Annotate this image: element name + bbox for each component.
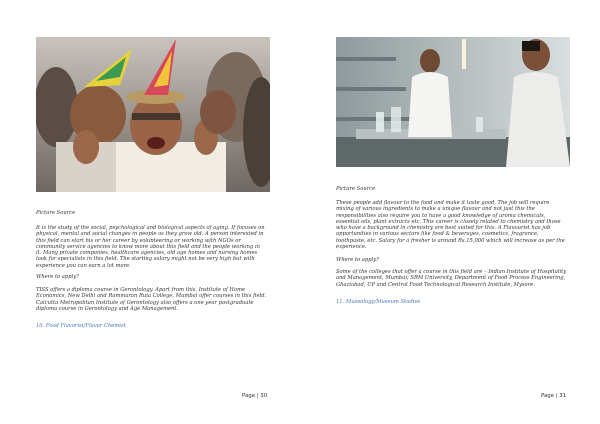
next-section-link[interactable]: 11. Museology/Museum Studies	[336, 299, 421, 305]
lab-scientists-photo	[336, 37, 570, 167]
page-number: Page | 30	[242, 393, 268, 399]
picture-source-label: Picture Source	[336, 186, 376, 192]
picture-source-label: Picture Source	[36, 210, 76, 216]
where-to-apply-body: TISS offers a diploma course in Gerontology. Apart from this, Institute of Home Economics, New Delhi and Rammaran Ruia College, Mumbai offer courses in this field. Calcutta Metropolitan Institute of Gerontology also offers a one year postgraduate diploma course in Gerontology and Age Management.	[36, 287, 267, 312]
gerontology-description: It is the study of the social, psychological and biological aspects of aging. If focuses on physical, mental and social changes in people as they grow old. A person interested in this field can start his or her career by volunteering or working with NGOs or community service agencies to know more about this field and the people working in it. Many private companies, healthcare agencies, old age homes and nursing homes look for specialists in this field. The starting salary might not be very high but with experience you can earn a lot more.	[36, 225, 265, 269]
where-to-apply-heading: Where to apply?	[36, 274, 79, 280]
elderly-party-photo	[36, 37, 270, 192]
flavorist-description: These people add flavour to the food and make it taste good. The job will require mixing of various ingredients to make a unique flavour and not just this the responsibilities also require you to have a good knowledge of aroma chemicals, essential oils, plant extracts etc. This career is closely related to chemistry and those who have a background in chemistry are best suited for this. A Flavourist has job opportunities in various sectors like food & beverages, cosmetics, fragrance, toothpaste, etc. Salary for a fresher is around Rs.15,000 which will increase as per the experience.	[336, 200, 565, 251]
where-to-apply-body: Some of the colleges that offer a course in this field are – Indian Institute of Hospitality and Management, Mumbai; SRM University, Department of Food Process Engineering, Ghaziabad, UP and Central Food Technological Research Institute, Mysore.	[336, 269, 567, 288]
where-to-apply-heading: Where to apply?	[336, 257, 379, 263]
elderly-party-photo-image	[36, 37, 270, 192]
lab-scientists-photo-image	[336, 37, 570, 167]
page-number: Page | 31	[541, 393, 567, 399]
right-page	[300, 0, 600, 424]
next-section-link[interactable]: 10. Food Flavorist/Flavor Chemist	[36, 323, 126, 329]
